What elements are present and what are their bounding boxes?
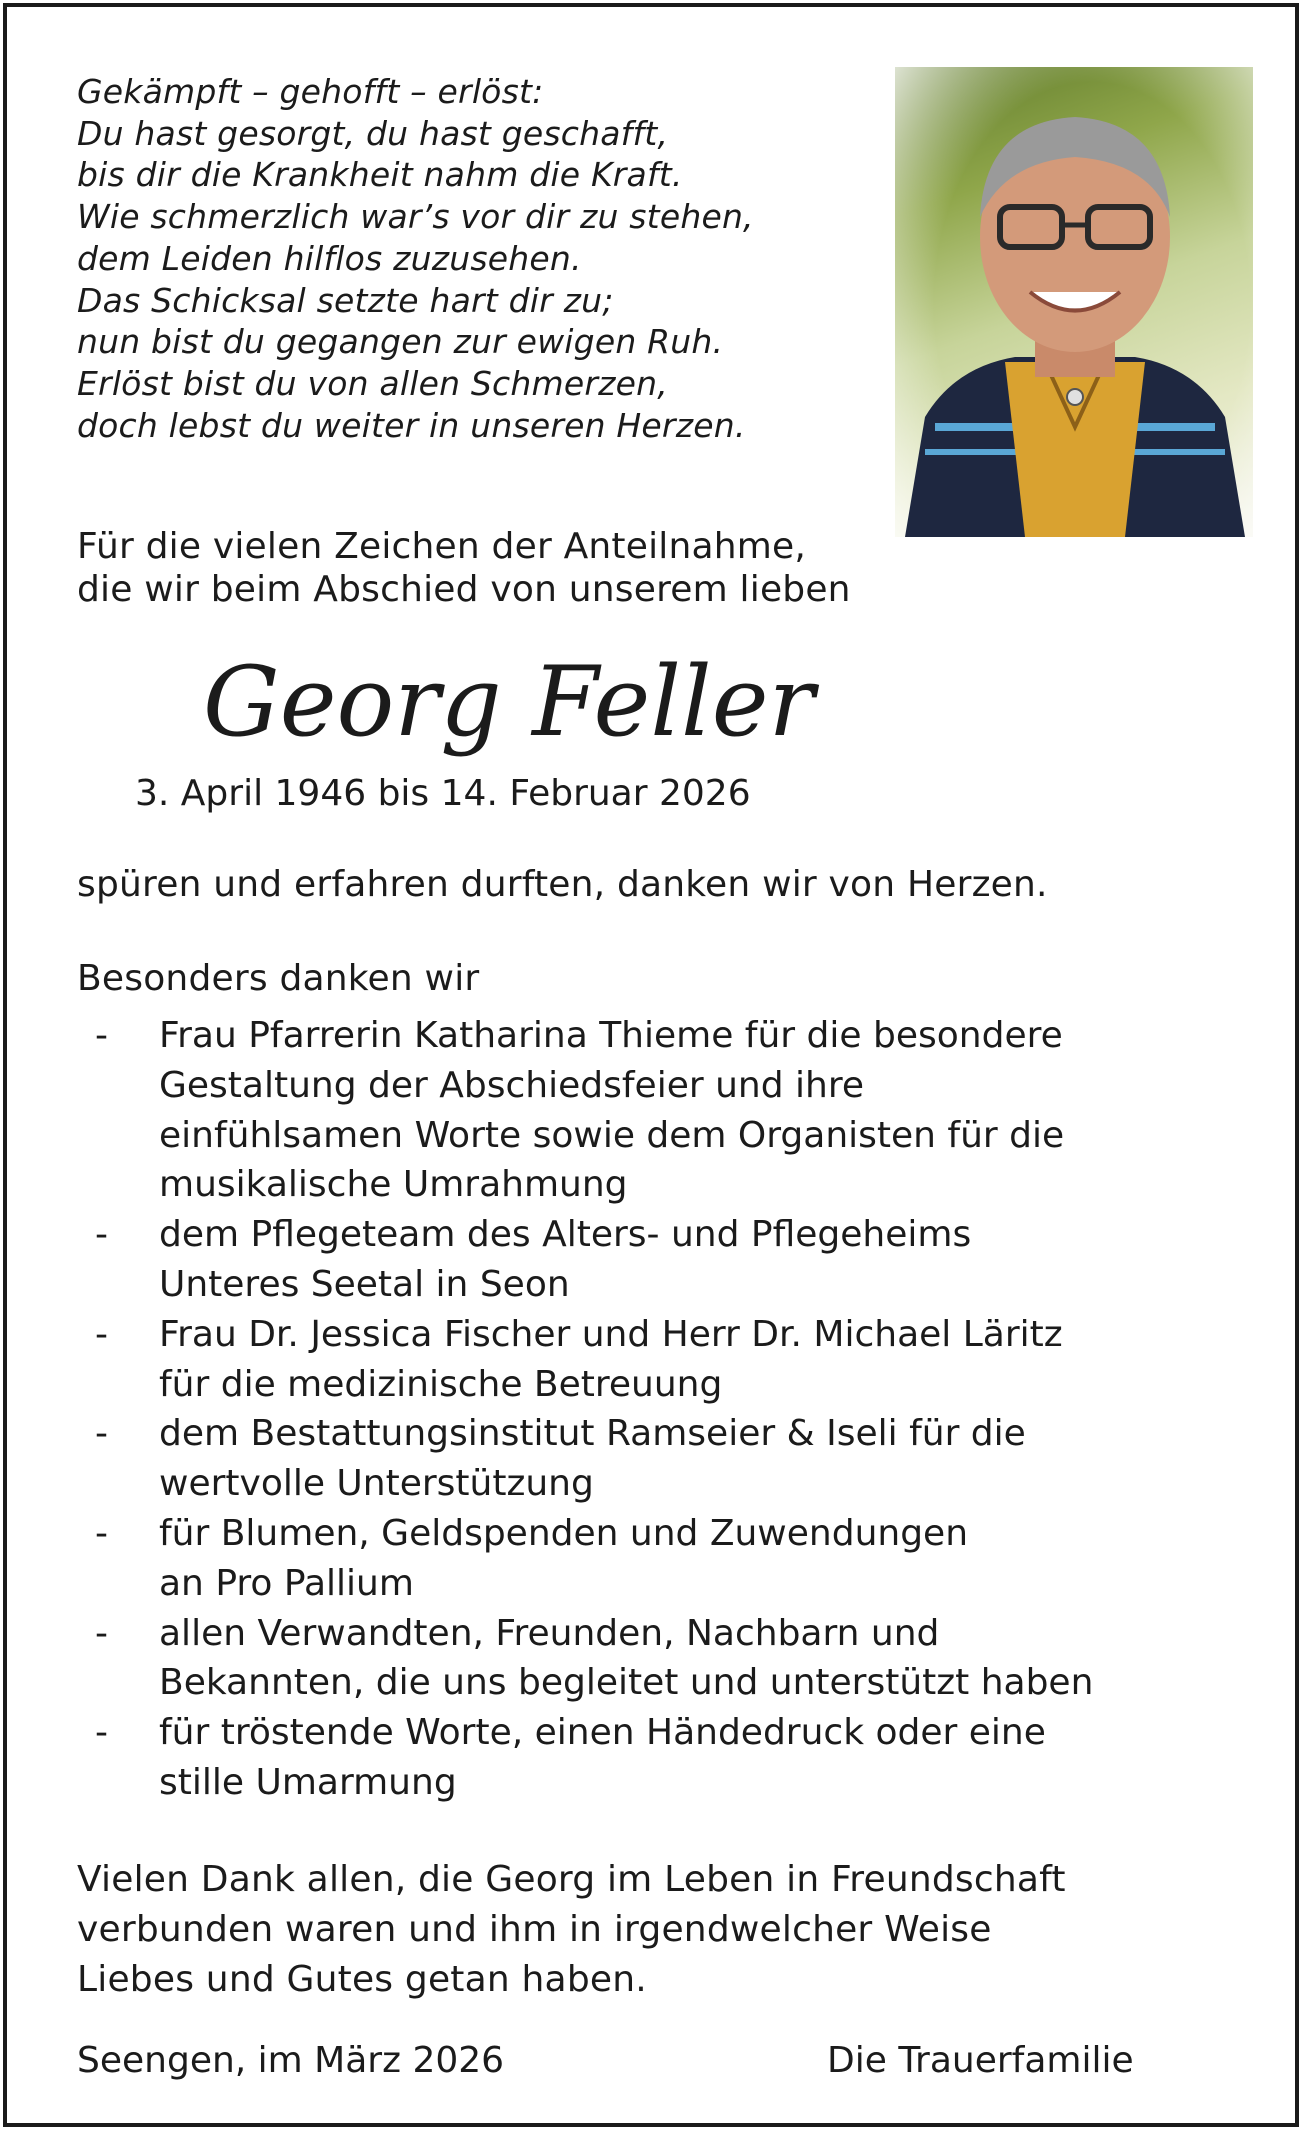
list-item-line: musikalische Umrahmung	[159, 1164, 628, 1206]
list-item-line: für tröstende Worte, einen Händedruck oder eine	[159, 1712, 1046, 1754]
intro-text	[77, 525, 851, 611]
intro-end-line: spüren und erfahren durften, danken wir von Herzen.	[77, 864, 1048, 905]
poem-line: Du hast gesorgt, du hast geschafft,	[77, 113, 669, 153]
signature: Die Trauerfamilie	[827, 2040, 1134, 2081]
dash-bullet: -	[95, 1512, 108, 1554]
list-item-line: Frau Pfarrerin Katharina Thieme für die besondere	[159, 1015, 1063, 1056]
poem-line: Das Schicksal setzte hart dir zu;	[77, 280, 614, 320]
dash-bullet: -	[95, 1413, 108, 1455]
list-item-line: Gestaltung der Abschiedsfeier und ihre	[159, 1064, 864, 1106]
list-item-line: stille Umarmung	[159, 1761, 457, 1803]
intro-line: Für die vielen Zeichen der Anteilnahme,	[77, 526, 807, 567]
dash-bullet: -	[95, 1313, 108, 1355]
thanks-list	[77, 1011, 1257, 1808]
list-item-line: an Pro Pallium	[159, 1562, 414, 1604]
list-item-line: wertvolle Unterstützung	[159, 1463, 594, 1505]
dash-bullet: -	[95, 1214, 108, 1256]
list-item	[77, 1409, 1257, 1509]
closing-line: verbunden waren und ihm in irgendwelcher Weise	[77, 1909, 992, 1950]
closing-line: Liebes und Gutes getan haben.	[77, 1959, 647, 2000]
dash-bullet: -	[95, 1015, 108, 1056]
dash-bullet: -	[95, 1712, 108, 1754]
list-item	[77, 1609, 1257, 1709]
poem-line: doch lebst du weiter in unseren Herzen.	[77, 405, 746, 445]
list-item-line: Unteres Seetal in Seon	[159, 1263, 570, 1305]
portrait-illustration	[895, 67, 1253, 537]
poem-line: dem Leiden hilflos zuzusehen.	[77, 238, 582, 278]
list-item	[77, 1210, 1257, 1310]
poem-line: Erlöst bist du von allen Schmerzen,	[77, 363, 668, 403]
list-item-line: einfühlsamen Worte sowie dem Organisten für die	[159, 1114, 1065, 1156]
portrait-photo	[895, 67, 1253, 537]
list-item-line: dem Pflegeteam des Alters- und Pflegeheims	[159, 1214, 972, 1256]
poem-line: nun bist du gegangen zur ewigen Ruh.	[77, 322, 724, 362]
poem-line: Wie schmerzlich war’s vor dir zu stehen,	[77, 197, 754, 237]
place-date: Seengen, im März 2026	[77, 2040, 505, 2081]
list-item-line: dem Bestattungsinstitut Ramseier & Iseli für die	[159, 1413, 1026, 1455]
intro-line: die wir beim Abschied von unserem lieben	[77, 569, 851, 610]
obituary-card	[3, 3, 1299, 2127]
thanks-heading-text: Besonders danken wir	[77, 958, 480, 999]
list-item-line: Frau Dr. Jessica Fischer und Herr Dr. Michael Läritz	[159, 1313, 1063, 1355]
list-item	[77, 1310, 1257, 1410]
closing-line: Vielen Dank allen, die Georg im Leben in Freundschaft	[77, 1859, 1066, 1900]
list-item	[77, 1708, 1257, 1808]
poem-line: Gekämpft – gehofft – erlöst:	[77, 72, 544, 111]
life-dates: 3. April 1946 bis 14. Februar 2026	[135, 773, 751, 814]
list-item-line: für die medizinische Betreuung	[159, 1363, 723, 1405]
list-item-line: allen Verwandten, Freunden, Nachbarn und	[159, 1612, 940, 1654]
poem	[77, 71, 877, 446]
closing-text	[77, 1855, 1066, 2005]
list-item-line: Bekannten, die uns begleitet und unterstützt haben	[159, 1662, 1094, 1704]
dash-bullet: -	[95, 1612, 108, 1654]
list-item	[77, 1011, 1257, 1210]
poem-line: bis dir die Krankheit nahm die Kraft.	[77, 155, 683, 195]
thanks-heading	[77, 957, 479, 1000]
deceased-name: Georg Feller	[203, 646, 815, 758]
list-item	[77, 1509, 1257, 1609]
list-item-line: für Blumen, Geldspenden und Zuwendungen	[159, 1512, 969, 1554]
intro-end-text	[77, 863, 1048, 906]
